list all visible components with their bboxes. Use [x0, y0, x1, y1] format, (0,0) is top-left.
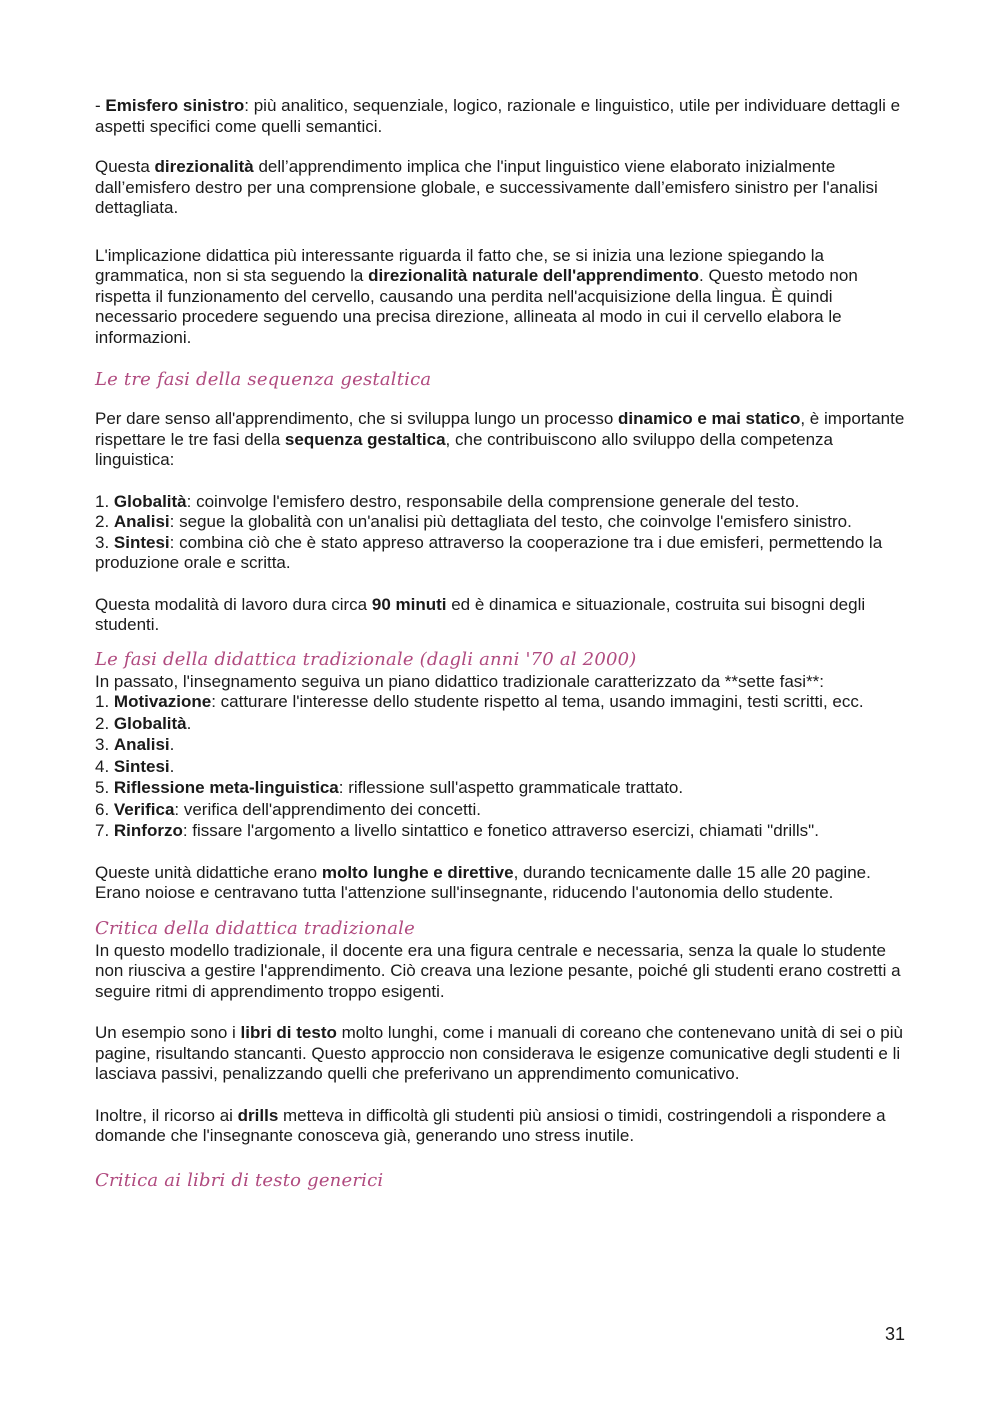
bold-term: drills — [237, 1105, 279, 1125]
text: metteva in difficoltà gli studenti più ansiosi o timidi, costringendoli a rispondere a domande che l'insegnante conosceva già, generando uno stress inutile. — [95, 1105, 886, 1145]
paragraph-didactic-implication — [95, 246, 907, 349]
text: , è importante rispettare le tre fasi della — [95, 409, 905, 449]
bold-term: direzionalità — [154, 157, 254, 176]
text: Inoltre, il ricorso ai — [95, 1105, 238, 1125]
bold-term: sequenza gestaltica — [284, 429, 446, 449]
text: L'implicazione didattica più interessante riguarda il fatto che, se si inizia una lezione spiegando la grammatica, non si sta seguendo la — [95, 245, 825, 285]
text: , durando tecnicamente dalle 15 alle 20 pagine. Erano noiose e centravano tutta l'attenzione sull'insegnante, riducendo l'autonomia dello studente. — [95, 862, 871, 902]
paragraph-drills — [95, 1106, 907, 1147]
text: - — [95, 96, 106, 115]
text: , che contribuiscono allo sviluppo della competenza linguistica: — [95, 429, 834, 469]
list-item: 3. Analisi. — [95, 735, 175, 754]
bold-term: direzionalità naturale dell'apprendimento — [368, 266, 699, 285]
list-item: 1. Motivazione: catturare l'interesse dello studente rispetto al tema, usando immagini, testi scritti, ecc. — [95, 692, 864, 711]
page-number: 31 — [884, 1324, 905, 1344]
paragraph-left-hemisphere — [95, 96, 907, 137]
section-heading-traditional-phases: Le fasi della didattica tradizionale (dagli anni '70 al 2000) — [95, 648, 637, 670]
text: dell’apprendimento implica che l'input linguistico viene elaborato inizialmente dall’emisfero destro per una comprensione globale, e successivamente dall’emisfero sinistro per l'analisi dettagliata. — [95, 157, 878, 217]
paragraph-duration — [95, 595, 907, 636]
list-item: 4. Sintesi. — [95, 756, 175, 776]
gestalt-phases-list — [95, 492, 907, 574]
text: Questa modalità di lavoro dura circa — [95, 594, 372, 614]
list-item: 7. Rinforzo: fissare l'argomento a livello sintattico e fonetico attraverso esercizi, chiamati "drills". — [95, 821, 819, 840]
text: ed è dinamica e situazionale, costruita sui bisogni degli studenti. — [95, 594, 866, 634]
list-item: 6. Verifica: verifica dell'apprendimento dei concetti. — [95, 799, 481, 819]
text: Questa — [95, 157, 155, 176]
paragraph-directionality — [95, 157, 907, 219]
bold-term: libri di testo — [240, 1023, 337, 1042]
bold-term: molto lunghe e direttive — [321, 862, 514, 882]
section-heading-critique-traditional: Critica della didattica tradizionale — [95, 917, 415, 939]
list-item: 2. Globalità. — [95, 713, 192, 733]
list-item: 5. Riflessione meta-linguistica: riflessione sull'aspetto grammaticale trattato. — [95, 778, 684, 797]
text: : più analitico, sequenziale, logico, razionale e linguistico, utile per individuare dettagli e aspetti specifici come quelli semantici. — [95, 96, 901, 136]
list-item: 1. Globalità: coinvolge l'emisfero destro, responsabile della comprensione generale del testo. — [95, 491, 800, 511]
paragraph-textbooks — [95, 1023, 907, 1085]
list-item: 3. Sintesi: combina ciò che è stato appreso attraverso la cooperazione tra i due emisferi, permettendo la produzione orale e scritta. — [95, 532, 883, 572]
text: molto lunghi, come i manuali di coreano che contenevano unità di sei o più pagine, risultando stancanti. Questo approccio non considerava le esigenze comunicative degli studenti e li lasciava passivi, penalizzando quelli che preferivano un apprendimento comunicativo. — [95, 1023, 903, 1083]
paragraph-gestalt-intro — [95, 409, 907, 471]
list-item: 2. Analisi: segue la globalità con un'analisi più dettagliata del testo, che coinvolge l'emisfero sinistro. — [95, 512, 852, 531]
traditional-phases-list — [95, 692, 907, 842]
paragraph-teacher-central: In questo modello tradizionale, il docente era una figura centrale e necessaria, senza la quale lo studente non riusciva a gestire l'apprendimento. Ciò creava una lezione pesante, poiché gli studenti erano costretti a seguire ritmi di apprendimento troppo esigenti. — [95, 940, 901, 1001]
text: Un esempio sono i — [95, 1023, 241, 1042]
section-heading-gestalt: Le tre fasi della sequenza gestaltica — [95, 369, 432, 390]
paragraph-long-units — [95, 863, 907, 904]
text: Queste unità didattiche erano — [95, 862, 322, 882]
paragraph-traditional-intro: In passato, l'insegnamento seguiva un piano didattico tradizionale caratterizzato da **sette fasi**: — [95, 671, 825, 691]
text: . Questo metodo non rispetta il funzionamento del cervello, causando una perdita nell'acquisizione della lingua. È quindi necessario procedere seguendo una precisa direzione, allineata al modo in cui il cervello elabora le informazioni. — [95, 266, 858, 347]
section-heading-critique-textbooks: Critica ai libri di testo generici — [95, 1169, 384, 1191]
text: Per dare senso all'apprendimento, che si sviluppa lungo un processo — [95, 409, 619, 428]
bold-term: 90 minuti — [371, 594, 447, 614]
bold-term: Emisfero sinistro — [105, 96, 245, 115]
document-page — [95, 96, 907, 1193]
bold-term: dinamico e mai statico — [618, 409, 801, 428]
